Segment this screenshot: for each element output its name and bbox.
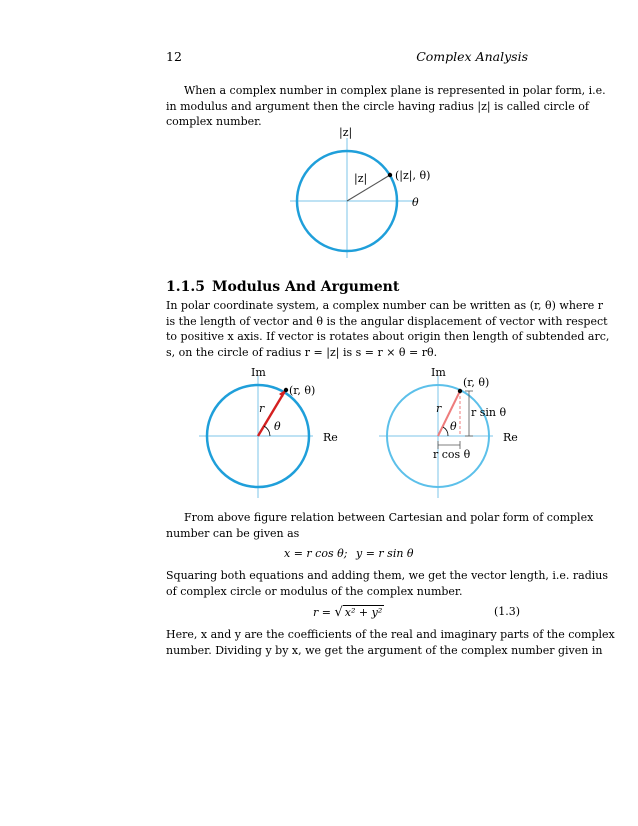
section-line-4: s, on the circle of radius r = |z| is s = r × θ = rθ.: [166, 345, 438, 359]
point-label: (|z|, θ): [395, 169, 430, 182]
figure-polar-vector: [195, 360, 355, 505]
sqrt-symbol: √: [334, 605, 343, 620]
squaring-line-2: of complex circle or modulus of the complex number.: [166, 584, 463, 598]
equation-x: x = r cos θ;: [284, 547, 348, 560]
equation-modulus: [313, 605, 384, 620]
argument-line-2: number. Dividing y by x, we get the argument of the complex number given in: [166, 643, 603, 657]
theta-label: θ: [450, 420, 457, 433]
intro-line-2: in modulus and argument then the circle having radius |z| is called circle of: [166, 99, 589, 113]
point-marker: [458, 389, 462, 393]
radius-label: |z|: [354, 172, 368, 185]
im-label: Im: [431, 366, 446, 379]
theta-arc: [443, 427, 448, 436]
equation-y: y = r sin θ: [356, 547, 414, 560]
equation-number: (1.3): [494, 605, 521, 618]
r-vector: [438, 391, 460, 436]
theta-label: θ: [274, 420, 281, 433]
section-title: Modulus And Argument: [212, 279, 400, 295]
section-heading: [166, 279, 399, 295]
running-title: Complex Analysis: [416, 49, 528, 64]
squaring-paragraph: [166, 568, 609, 599]
angle-label: θ: [412, 196, 419, 209]
section-paragraph: [166, 298, 610, 360]
r-sin-theta-label: r sin θ: [471, 406, 507, 419]
point-label: (r, θ): [463, 376, 490, 389]
intro-line-3: complex number.: [166, 115, 262, 128]
equation-lhs: r =: [313, 606, 331, 619]
section-number: 1.1.5: [166, 279, 205, 295]
theta-arc: [264, 426, 270, 436]
r-label: r: [259, 402, 265, 415]
r-cos-theta-label: r cos θ: [433, 448, 471, 461]
relation-line-1: From above figure relation between Cartesian and polar form of complex: [184, 511, 594, 524]
relation-line-2: number can be given as: [166, 526, 300, 540]
page-number: 12: [166, 49, 182, 64]
point-marker: [388, 173, 392, 177]
running-header: [166, 49, 528, 65]
top-modulus-label: |z|: [339, 126, 353, 139]
re-label: Re: [323, 431, 338, 444]
section-line-3: to positive x axis. If vector is rotates about origin then length of subtended arc,: [166, 330, 610, 343]
re-label: Re: [503, 431, 518, 444]
argument-paragraph: [166, 627, 615, 658]
squaring-line-1: Squaring both equations and adding them, we get the vector length, i.e. radius: [166, 569, 609, 582]
point-marker: [284, 388, 288, 392]
radicand: x² + y²: [344, 606, 383, 619]
figure-circle-of-complex-number: [280, 120, 430, 270]
relation-paragraph: [166, 510, 594, 541]
intro-line-1: When a complex number in complex plane is represented in polar form, i.e.: [184, 84, 606, 97]
im-label: Im: [251, 366, 266, 379]
argument-line-1: Here, x and y are the coefficients of the real and imaginary parts of the complex: [166, 628, 615, 641]
section-line-1: In polar coordinate system, a complex number can be written as (r, θ) where r: [166, 299, 603, 312]
figure-polar-components: [375, 360, 535, 505]
point-label: (r, θ): [289, 384, 316, 397]
r-label: r: [436, 402, 442, 415]
section-line-2: is the length of vector and θ is the angular displacement of vector with respect: [166, 314, 608, 328]
